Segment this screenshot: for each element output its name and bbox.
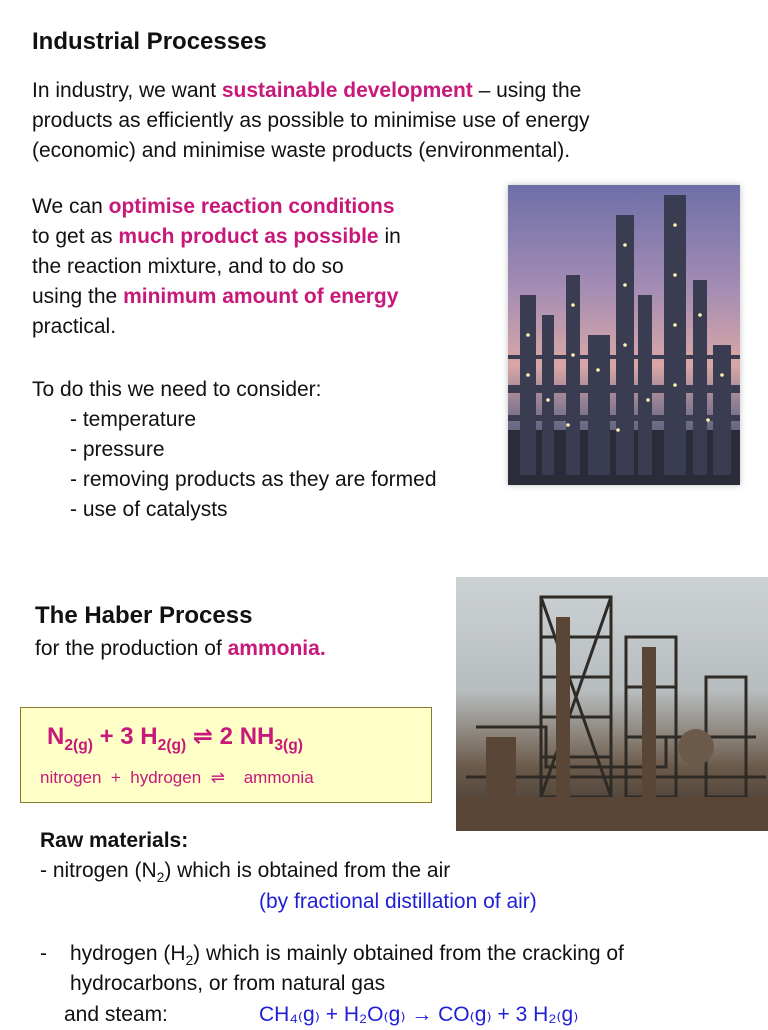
section-title: Industrial Processes (32, 28, 267, 55)
list-item: - temperature (70, 408, 197, 431)
hydrogen-dash: - (40, 942, 47, 965)
equation-box (20, 707, 432, 803)
highlight-term: ammonia. (227, 637, 326, 660)
list-item: - removing products as they are formed (70, 468, 437, 491)
nitrogen-note: (by fractional distillation of air) (259, 890, 537, 913)
haber-title: The Haber Process (35, 602, 253, 629)
nitrogen-line: - nitrogen $(N_2)$ which is obtained from the air (40, 859, 451, 886)
haber-subtitle: for the production of ammonia. (35, 637, 326, 660)
intro-paragraph: In industry, we want sustainable development – using the products as efficiently as possible to minimise use of energy (economic) and minimise waste products (environmental). (32, 79, 590, 162)
refinery-night-photo (508, 185, 740, 485)
consider-list (32, 375, 502, 525)
consider-intro: To do this we need to consider: (32, 378, 322, 401)
raw-materials-title: Raw materials: (40, 829, 189, 852)
steam-label: and steam: (64, 1003, 168, 1026)
highlight-term: much product as possible (118, 225, 379, 248)
haber-equation: $N_{2(g)} + 3$ $H_{2(g)}$ ⇌ 2 $NH_{3(g)}$ (47, 723, 303, 754)
word-equation: nitrogen + hydrogen ⇌ ammonia (40, 768, 314, 787)
hydrogen-text: hydrogen $(H_2)$ which is mainly obtained from the cracking of hydrocarbons, or from natural gas (70, 942, 624, 995)
optimise-paragraph: We can optimise reaction conditions to get as much product as possible in the reaction mixture, and to do so using the minimum amount of energy practical. (32, 195, 401, 338)
highlight-term: sustainable development (221, 79, 473, 102)
list-item: - use of catalysts (70, 498, 228, 521)
steam-equation: CH₄₍g₎ + H₂O₍g₎ → CO₍g₎ + 3 H₂₍g₎ (259, 1003, 579, 1026)
ammonia-plant-photo (456, 577, 768, 831)
highlight-term: optimise reaction conditions (108, 195, 395, 218)
highlight-term: minimum amount of energy (123, 285, 399, 308)
list-item: - pressure (70, 438, 165, 461)
